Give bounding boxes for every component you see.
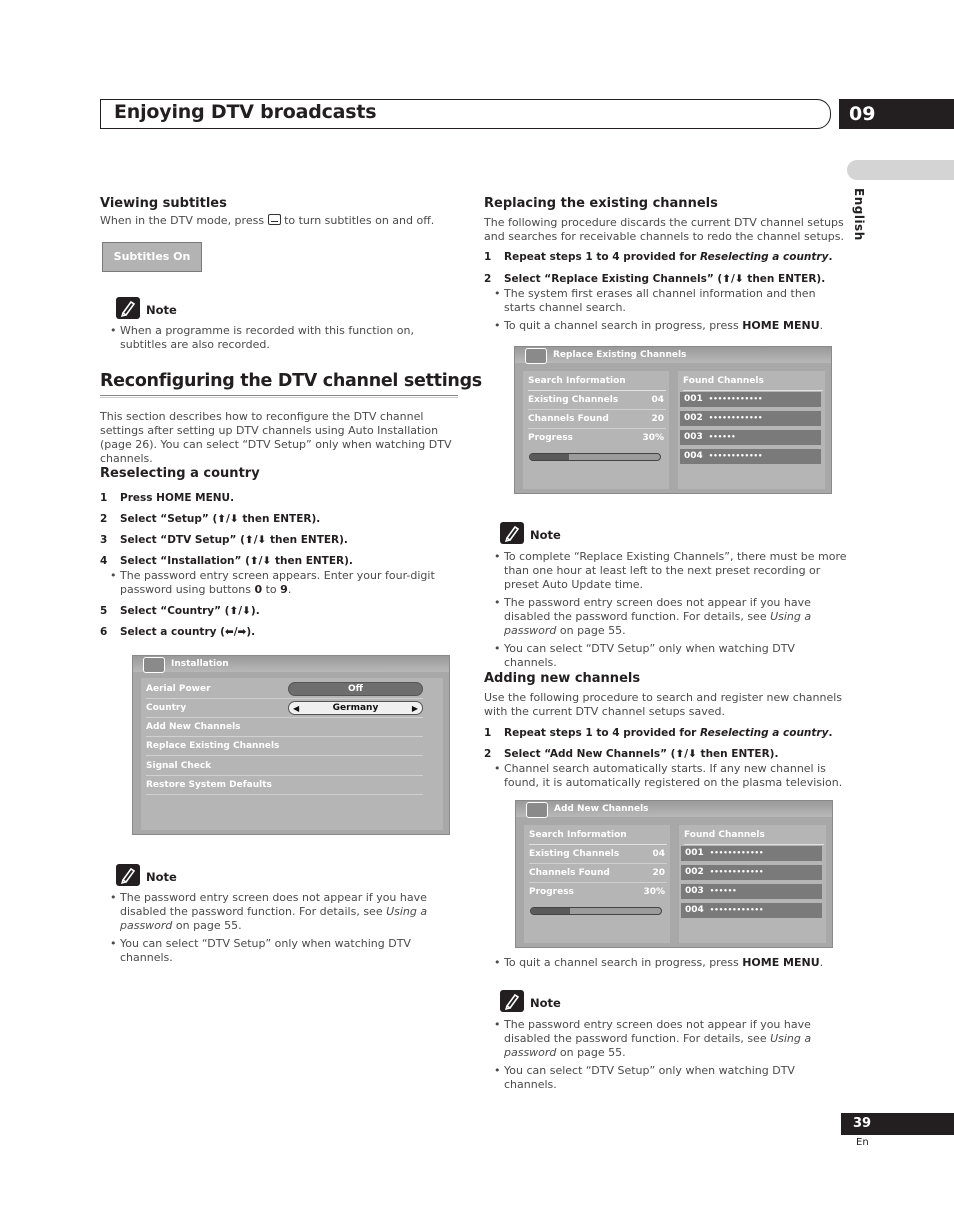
step-number: 6 (100, 626, 108, 638)
language-tab (847, 160, 954, 180)
note-label: Note (530, 996, 561, 1010)
note-text: You can select “DTV Setup” only when watching DTV channels. (120, 937, 411, 964)
step-text: Select “Replace Existing Channels” (⬆/⬇ then ENTER). (504, 273, 826, 285)
setup-icon (525, 348, 547, 364)
channel-name: •••••••••••• (708, 395, 763, 403)
subtitle-button-icon (268, 214, 281, 225)
page-language: En (856, 1137, 869, 1148)
found-channel-row (680, 411, 821, 426)
chapter-number: 09 (839, 99, 954, 129)
note-bullet: • You can select “DTV Setup” only when watching DTV channels. (494, 642, 795, 669)
step-number: 2 (100, 513, 108, 525)
note-text: You can select “DTV Setup” only when watching DTV channels. (504, 642, 795, 669)
progress-bar (530, 907, 662, 915)
channel-name: •••••• (708, 433, 736, 441)
home-menu-key: HOME MENU (742, 319, 820, 332)
channel-number: 004 (685, 905, 704, 915)
progress-label: Progress (529, 887, 574, 897)
add-step-1: 1 Repeat steps 1 to 4 provided for Reselecting a country. (484, 727, 833, 739)
note-bullet: • The password entry screen does not appear if you have disabled the password function. For details, see Using a password on page 55. (494, 596, 812, 637)
note-bullet: • The password entry screen does not appear if you have disabled the password function. For details, see Using a password on page 55. (494, 1018, 812, 1059)
channels-found-row (528, 410, 666, 429)
add-step-2 (484, 748, 778, 760)
bullet-text: To quit a channel search in progress, press (504, 319, 739, 332)
existing-value: 04 (652, 849, 665, 859)
progress-row (528, 429, 666, 447)
home-menu-key: HOME MENU (742, 956, 820, 969)
step-text: Select “Country” (⬆/⬇). (120, 605, 260, 617)
step-text: Select “Installation” (⬆/⬇ then ENTER). (120, 555, 353, 567)
note-icon (116, 864, 140, 886)
reconfig-heading: Reconfiguring the DTV channel settings (100, 371, 482, 391)
chapter-title: Enjoying DTV broadcasts (114, 101, 377, 123)
add-channels-osd (515, 800, 833, 948)
osd-title: Replace Existing Channels (553, 350, 687, 360)
channel-name: •••••••••••• (708, 414, 763, 422)
progress-fill (531, 908, 570, 914)
found-value: 20 (652, 868, 665, 878)
found-channels-heading: Found Channels (684, 826, 824, 845)
left-arrow-icon[interactable]: ◀ (293, 704, 300, 713)
reselecting-link[interactable]: Reselecting a country (700, 727, 829, 739)
note-text: on page 55. (559, 1046, 626, 1059)
step-number: 2 (484, 748, 492, 760)
menu-label: Aerial Power (146, 684, 211, 694)
setup-icon (143, 657, 165, 673)
found-channels-heading: Found Channels (683, 372, 823, 391)
found-channel-row (681, 884, 822, 899)
found-channel-row (680, 392, 821, 407)
osd-title: Add New Channels (554, 804, 649, 814)
note-bullet: • The password entry screen does not appear if you have disabled the password function. For details, see Using a password on page 55. (110, 891, 428, 932)
language-label: English (852, 188, 866, 241)
heading-rule (100, 395, 458, 398)
menu-add-new-channels[interactable] (146, 718, 423, 737)
channel-number: 001 (684, 394, 703, 404)
channel-name: •••••••••••• (709, 906, 764, 914)
step-4-bullet: • The password entry screen appears. Enter your four-digit password using buttons 0 to 9. (110, 569, 435, 596)
channel-name: •••••••••••• (709, 849, 764, 857)
menu-label: Country (146, 703, 187, 713)
osd-title-bar (133, 656, 449, 672)
existing-channels-row (529, 845, 667, 864)
found-label: Channels Found (528, 414, 609, 424)
note-bullet: • You can select “DTV Setup” only when watching DTV channels. (110, 937, 411, 964)
note-bullet-text: When a programme is recorded with this function on, subtitles are also recorded. (120, 324, 414, 351)
step-number: 1 (484, 251, 492, 263)
replace-step-2 (484, 273, 825, 285)
note-text: The password entry screen does not appear if you have disabled the password function. For details, see (504, 596, 811, 623)
note-label: Note (146, 870, 177, 884)
channel-number: 004 (684, 451, 703, 461)
existing-label: Existing Channels (528, 395, 619, 405)
found-channel-row (681, 865, 822, 880)
progress-bar (529, 453, 661, 461)
found-label: Channels Found (529, 868, 610, 878)
note-bullet: • To complete “Replace Existing Channels”, there must be more than one hour at least left to the next preset recording or preset Auto Update time. (494, 550, 847, 591)
password-link[interactable]: Using a password (504, 1032, 812, 1059)
channel-number: 001 (685, 848, 704, 858)
note-text: The password entry screen does not appear if you have disabled the password function. For details, see (504, 1018, 811, 1045)
progress-value: 30% (643, 887, 665, 897)
adding-intro: Use the following procedure to search and register new channels with the current DTV channel setups saved. (484, 691, 843, 718)
note-icon (500, 522, 524, 544)
reconfig-intro: This section describes how to reconfigure the DTV channel settings after setting up DTV channels using Auto Installation (page 26). You can select “DTV Setup” only when watching DTV channels. (100, 410, 452, 465)
aerial-power-value[interactable]: Off (288, 682, 423, 696)
step-text: Select “Add New Channels” (⬆/⬇ then ENTER). (504, 748, 779, 760)
step-number: 5 (100, 605, 108, 617)
step-number: 1 (100, 492, 108, 504)
menu-label: Restore System Defaults (146, 780, 272, 790)
step-text: Repeat steps 1 to 4 provided for (504, 251, 697, 263)
replacing-intro: The following procedure discards the current DTV channel setups and searches for receivable channels to redo the channel setups. (484, 216, 844, 243)
note-text: To complete “Replace Existing Channels”, there must be more than one hour at least left to the next preset recording or preset Auto Update time. (504, 550, 847, 591)
note-label: Note (530, 528, 561, 542)
menu-replace-existing[interactable] (146, 737, 423, 756)
channel-name: •••••••••••• (709, 868, 764, 876)
step-text: Select a country (⬅/➡). (120, 626, 256, 638)
note-text: The password entry screen does not appear if you have disabled the password function. For details, see (120, 891, 427, 918)
step-number: 2 (484, 273, 492, 285)
channels-found-row (529, 864, 667, 883)
existing-channels-row (528, 391, 666, 410)
progress-fill (530, 454, 569, 460)
step-4 (100, 555, 353, 567)
note-label: Note (146, 303, 177, 317)
found-channel-row (680, 449, 821, 464)
menu-signal-check[interactable] (146, 757, 423, 776)
reselecting-link[interactable]: Reselecting a country (700, 251, 829, 263)
country-selector[interactable] (288, 701, 423, 715)
note-icon (500, 990, 524, 1012)
installation-osd (132, 655, 450, 835)
menu-label: Signal Check (146, 761, 212, 771)
found-channel-row (681, 903, 822, 918)
bullet-text: To quit a channel search in progress, press (504, 956, 739, 969)
step-6 (100, 626, 255, 638)
password-link[interactable]: Using a password (120, 905, 428, 932)
country-value: Germany (332, 703, 379, 713)
note-bullet: • When a programme is recorded with this function on, subtitles are also recorded. (110, 324, 414, 351)
progress-value: 30% (642, 433, 664, 443)
replace-step-1: 1 Repeat steps 1 to 4 provided for Reselecting a country. (484, 251, 833, 263)
password-link[interactable]: Using a password (504, 610, 812, 637)
subtitles-on-osd: Subtitles On (102, 242, 202, 272)
reselecting-heading: Reselecting a country (100, 466, 260, 481)
setup-icon (526, 802, 548, 818)
channel-name: •••••• (709, 887, 737, 895)
step-number: 1 (484, 727, 492, 739)
step-text: Repeat steps 1 to 4 provided for (504, 727, 697, 739)
note-text: on page 55. (175, 919, 242, 932)
menu-restore-defaults[interactable] (146, 776, 423, 795)
channel-name: •••••••••••• (708, 452, 763, 460)
add-bullet: • Channel search automatically starts. If any new channel is found, it is automatically registered on the plasma television. (494, 762, 843, 789)
progress-label: Progress (528, 433, 573, 443)
bullet-text: Channel search automatically starts. If any new channel is found, it is automatically registered on the plasma television. (504, 762, 843, 789)
found-value: 20 (651, 414, 664, 424)
step-text: Press HOME MENU. (120, 492, 235, 504)
step-number: 4 (100, 555, 108, 567)
note-bullet: • You can select “DTV Setup” only when watching DTV channels. (494, 1064, 795, 1091)
channel-number: 002 (685, 867, 704, 877)
right-arrow-icon[interactable]: ▶ (411, 704, 418, 713)
bullet-text: The password entry screen appears. Enter your four-digit password using buttons (120, 569, 435, 596)
replace-channels-osd (514, 346, 832, 494)
page-number: 39 (841, 1113, 954, 1135)
channel-number: 002 (684, 413, 703, 423)
search-info-heading: Search Information (529, 826, 667, 845)
step-2 (100, 513, 320, 525)
note-icon (116, 297, 140, 319)
step-number: 3 (100, 534, 108, 546)
button-9: 9 (280, 583, 288, 596)
replacing-heading: Replacing the existing channels (484, 196, 718, 211)
bullet-text: The system first erases all channel information and then starts channel search. (504, 287, 816, 314)
add-bullet: • To quit a channel search in progress, press HOME MENU. (494, 956, 824, 969)
button-0: 0 (254, 583, 263, 596)
progress-row (529, 883, 667, 901)
adding-heading: Adding new channels (484, 671, 641, 686)
osd-title: Installation (171, 659, 229, 669)
note-text: You can select “DTV Setup” only when watching DTV channels. (504, 1064, 795, 1091)
replace-bullet: • To quit a channel search in progress, press HOME MENU. (494, 319, 824, 332)
menu-label: Add New Channels (146, 722, 241, 732)
existing-label: Existing Channels (529, 849, 620, 859)
note-text: on page 55. (559, 624, 626, 637)
replace-bullet: • The system first erases all channel information and then starts channel search. (494, 287, 816, 314)
step-5 (100, 605, 260, 617)
osd-title-bar (516, 801, 832, 817)
step-text: Select “DTV Setup” (⬆/⬇ then ENTER). (120, 534, 348, 546)
channel-number: 003 (685, 886, 704, 896)
step-3 (100, 534, 348, 546)
bullet-text-to: to (265, 583, 277, 596)
existing-value: 04 (651, 395, 664, 405)
found-channel-row (680, 430, 821, 445)
viewing-subtitles-text (100, 214, 460, 228)
found-channel-row (681, 846, 822, 861)
subtitles-text-after: to turn subtitles on and off. (284, 214, 435, 227)
step-1 (100, 492, 234, 504)
search-info-heading: Search Information (528, 372, 666, 391)
viewing-subtitles-heading: Viewing subtitles (100, 196, 227, 211)
channel-number: 003 (684, 432, 703, 442)
menu-label: Replace Existing Channels (146, 741, 280, 751)
subtitles-text-before: When in the DTV mode, press (100, 214, 265, 227)
step-text: Select “Setup” (⬆/⬇ then ENTER). (120, 513, 321, 525)
osd-title-bar (515, 347, 831, 363)
